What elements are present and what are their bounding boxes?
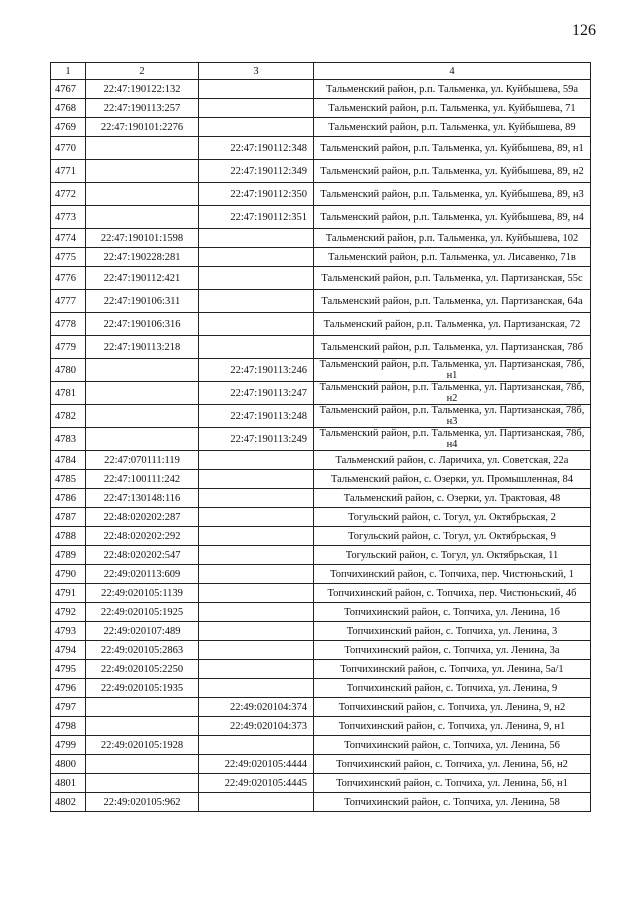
address-cell: Тогульский район, с. Тогул, ул. Октябрьская, 9: [314, 527, 591, 546]
table-row: [51, 755, 591, 774]
cadastral-number-col2: 22:47:190106:311: [86, 290, 199, 313]
header-col-3: 3: [199, 63, 314, 80]
row-number: 4773: [51, 206, 86, 229]
cadastral-number-col3: [199, 622, 314, 641]
cadastral-number-col3: [199, 313, 314, 336]
table-row: [51, 603, 591, 622]
cadastral-number-col3: 22:47:190113:249: [199, 428, 314, 451]
cadastral-number-col2: 22:49:020113:609: [86, 565, 199, 584]
row-number: 4792: [51, 603, 86, 622]
cadastral-number-col3: [199, 793, 314, 812]
row-number: 4800: [51, 755, 86, 774]
address-cell: Топчихинский район, с. Топчиха, ул. Ленина, 1б: [314, 603, 591, 622]
cadastral-number-col3: [199, 229, 314, 248]
address-cell: Тальменский район, р.п. Тальменка, ул. Партизанская, 78б, н4: [314, 428, 591, 451]
row-number: 4802: [51, 793, 86, 812]
address-cell: Тогульский район, с. Тогул, ул. Октябрьская, 11: [314, 546, 591, 565]
cadastral-number-col2: 22:47:100111:242: [86, 470, 199, 489]
table-header-row: [51, 63, 591, 80]
header-col-1: 1: [51, 63, 86, 80]
table-row: [51, 118, 591, 137]
cadastral-number-col3: [199, 99, 314, 118]
page-number: 126: [572, 22, 596, 39]
address-cell: Тальменский район, р.п. Тальменка, ул. Куйбышева, 89, н4: [314, 206, 591, 229]
cadastral-number-col2: 22:47:190101:2276: [86, 118, 199, 137]
row-number: 4793: [51, 622, 86, 641]
cadastral-number-col2: 22:49:020105:2250: [86, 660, 199, 679]
row-number: 4776: [51, 267, 86, 290]
table-row: [51, 382, 591, 405]
address-cell: Тальменский район, р.п. Тальменка, ул. Куйбышева, 102: [314, 229, 591, 248]
cadastral-number-col3: [199, 267, 314, 290]
cadastral-number-col2: 22:48:020202:547: [86, 546, 199, 565]
cadastral-number-col2: [86, 206, 199, 229]
cadastral-number-col3: 22:47:190113:246: [199, 359, 314, 382]
table-row: [51, 160, 591, 183]
cadastral-number-col2: 22:49:020105:1935: [86, 679, 199, 698]
cadastral-number-col3: [199, 565, 314, 584]
cadastral-number-col3: [199, 118, 314, 137]
cadastral-number-col2: 22:47:190228:281: [86, 248, 199, 267]
row-number: 4769: [51, 118, 86, 137]
table-row: [51, 698, 591, 717]
row-number: 4775: [51, 248, 86, 267]
table-row: [51, 80, 591, 99]
row-number: 4782: [51, 405, 86, 428]
row-number: 4777: [51, 290, 86, 313]
row-number: 4786: [51, 489, 86, 508]
table-row: [51, 451, 591, 470]
table-row: [51, 641, 591, 660]
table-row: [51, 774, 591, 793]
address-cell: Тальменский район, р.п. Тальменка, ул. Партизанская, 72: [314, 313, 591, 336]
cadastral-number-col2: 22:49:020105:1928: [86, 736, 199, 755]
table-row: [51, 206, 591, 229]
cadastral-number-col2: [86, 160, 199, 183]
row-number: 4790: [51, 565, 86, 584]
address-cell: Тальменский район, р.п. Тальменка, ул. Партизанская, 78б, н3: [314, 405, 591, 428]
cadastral-number-col3: [199, 470, 314, 489]
table-row: [51, 470, 591, 489]
row-number: 4799: [51, 736, 86, 755]
cadastral-number-col2: 22:47:070111:119: [86, 451, 199, 470]
table-row: [51, 267, 591, 290]
row-number: 4796: [51, 679, 86, 698]
table-row: [51, 565, 591, 584]
cadastral-number-col2: 22:49:020105:1925: [86, 603, 199, 622]
cadastral-number-col3: [199, 489, 314, 508]
cadastral-number-col2: 22:48:020202:292: [86, 527, 199, 546]
cadastral-number-col2: 22:49:020105:1139: [86, 584, 199, 603]
cadastral-number-col3: 22:47:190113:247: [199, 382, 314, 405]
cadastral-number-col3: 22:49:020105:4445: [199, 774, 314, 793]
table-row: [51, 489, 591, 508]
table-row: [51, 508, 591, 527]
table-row: [51, 99, 591, 118]
address-cell: Топчихинский район, с. Топчиха, ул. Ленина, 56: [314, 736, 591, 755]
cadastral-number-col2: 22:47:130148:116: [86, 489, 199, 508]
address-cell: Тальменский район, с. Ларичиха, ул. Советская, 22а: [314, 451, 591, 470]
cadastral-number-col3: [199, 603, 314, 622]
cadastral-number-col3: [199, 336, 314, 359]
cadastral-number-col2: 22:47:190106:316: [86, 313, 199, 336]
cadastral-number-col3: [199, 736, 314, 755]
row-number: 4772: [51, 183, 86, 206]
address-cell: Топчихинский район, с. Топчиха, ул. Ленина, 9: [314, 679, 591, 698]
cadastral-number-col3: 22:49:020105:4444: [199, 755, 314, 774]
cadastral-number-col3: [199, 451, 314, 470]
address-cell: Тальменский район, р.п. Тальменка, ул. Куйбышева, 89: [314, 118, 591, 137]
property-table: [50, 62, 591, 812]
row-number: 4794: [51, 641, 86, 660]
cadastral-number-col2: [86, 359, 199, 382]
address-cell: Топчихинский район, с. Топчиха, ул. Ленина, 9, н2: [314, 698, 591, 717]
table-row: [51, 137, 591, 160]
cadastral-number-col2: [86, 774, 199, 793]
row-number: 4784: [51, 451, 86, 470]
cadastral-number-col2: [86, 428, 199, 451]
cadastral-number-col2: [86, 382, 199, 405]
row-number: 4801: [51, 774, 86, 793]
address-cell: Тальменский район, р.п. Тальменка, ул. Партизанская, 78б, н2: [314, 382, 591, 405]
row-number: 4778: [51, 313, 86, 336]
row-number: 4779: [51, 336, 86, 359]
address-cell: Топчихинский район, с. Топчиха, пер. Чистюньский, 1: [314, 565, 591, 584]
table-row: [51, 736, 591, 755]
address-cell: Тогульский район, с. Тогул, ул. Октябрьская, 2: [314, 508, 591, 527]
cadastral-number-col2: 22:49:020105:962: [86, 793, 199, 812]
cadastral-number-col3: [199, 660, 314, 679]
row-number: 4795: [51, 660, 86, 679]
cadastral-number-col2: 22:49:020105:2863: [86, 641, 199, 660]
table-row: [51, 622, 591, 641]
cadastral-number-col2: [86, 717, 199, 736]
cadastral-number-col3: [199, 584, 314, 603]
row-number: 4768: [51, 99, 86, 118]
row-number: 4791: [51, 584, 86, 603]
cadastral-number-col3: [199, 80, 314, 99]
table-row: [51, 428, 591, 451]
table-row: [51, 679, 591, 698]
address-cell: Топчихинский район, с. Топчиха, ул. Ленина, 3: [314, 622, 591, 641]
cadastral-number-col2: [86, 183, 199, 206]
row-number: 4788: [51, 527, 86, 546]
row-number: 4781: [51, 382, 86, 405]
address-cell: Тальменский район, р.п. Тальменка, ул. Куйбышева, 89, н3: [314, 183, 591, 206]
cadastral-number-col3: [199, 546, 314, 565]
header-col-2: 2: [86, 63, 199, 80]
cadastral-number-col3: 22:47:190113:248: [199, 405, 314, 428]
cadastral-number-col2: 22:47:190113:218: [86, 336, 199, 359]
row-number: 4774: [51, 229, 86, 248]
address-cell: Тальменский район, р.п. Тальменка, ул. Куйбышева, 59а: [314, 80, 591, 99]
cadastral-number-col2: [86, 405, 199, 428]
cadastral-number-col3: 22:47:190112:351: [199, 206, 314, 229]
table-row: [51, 248, 591, 267]
row-number: 4767: [51, 80, 86, 99]
cadastral-number-col3: [199, 679, 314, 698]
row-number: 4780: [51, 359, 86, 382]
address-cell: Топчихинский район, с. Топчиха, ул. Ленина, 9, н1: [314, 717, 591, 736]
address-cell: Топчихинский район, с. Топчиха, ул. Ленина, 56, н2: [314, 755, 591, 774]
row-number: 4787: [51, 508, 86, 527]
row-number: 4785: [51, 470, 86, 489]
cadastral-number-col3: 22:49:020104:373: [199, 717, 314, 736]
cadastral-number-col3: [199, 527, 314, 546]
address-cell: Тальменский район, с. Озерки, ул. Промышленная, 84: [314, 470, 591, 489]
address-cell: Тальменский район, р.п. Тальменка, ул. Куйбышева, 89, н1: [314, 137, 591, 160]
address-cell: Тальменский район, р.п. Тальменка, ул. Лисавенко, 71в: [314, 248, 591, 267]
row-number: 4783: [51, 428, 86, 451]
row-number: 4797: [51, 698, 86, 717]
table-row: [51, 793, 591, 812]
row-number: 4770: [51, 137, 86, 160]
table-row: [51, 183, 591, 206]
table-row: [51, 359, 591, 382]
address-cell: Тальменский район, р.п. Тальменка, ул. Куйбышева, 71: [314, 99, 591, 118]
cadastral-number-col3: 22:47:190112:350: [199, 183, 314, 206]
row-number: 4798: [51, 717, 86, 736]
cadastral-number-col2: 22:49:020107:489: [86, 622, 199, 641]
cadastral-number-col2: [86, 137, 199, 160]
table-row: [51, 527, 591, 546]
cadastral-number-col2: 22:47:190101:1598: [86, 229, 199, 248]
table-row: [51, 584, 591, 603]
cadastral-number-col2: 22:47:190113:257: [86, 99, 199, 118]
address-cell: Топчихинский район, с. Топчиха, пер. Чистюньский, 4б: [314, 584, 591, 603]
cadastral-number-col2: 22:47:190112:421: [86, 267, 199, 290]
table-row: [51, 717, 591, 736]
address-cell: Тальменский район, р.п. Тальменка, ул. Партизанская, 55с: [314, 267, 591, 290]
table-row: [51, 336, 591, 359]
cadastral-number-col3: 22:47:190112:349: [199, 160, 314, 183]
address-cell: Тальменский район, р.п. Тальменка, ул. Куйбышева, 89, н2: [314, 160, 591, 183]
row-number: 4771: [51, 160, 86, 183]
header-col-4: 4: [314, 63, 591, 80]
cadastral-number-col3: [199, 508, 314, 527]
table-row: [51, 313, 591, 336]
address-cell: Тальменский район, р.п. Тальменка, ул. Партизанская, 78б, н1: [314, 359, 591, 382]
cadastral-number-col2: [86, 755, 199, 774]
cadastral-number-col3: [199, 248, 314, 267]
address-cell: Топчихинский район, с. Топчиха, ул. Ленина, 56, н1: [314, 774, 591, 793]
cadastral-number-col3: [199, 290, 314, 313]
cadastral-number-col3: [199, 641, 314, 660]
table-row: [51, 405, 591, 428]
address-cell: Топчихинский район, с. Топчиха, ул. Ленина, 58: [314, 793, 591, 812]
cadastral-number-col2: 22:48:020202:287: [86, 508, 199, 527]
table-row: [51, 290, 591, 313]
address-cell: Тальменский район, с. Озерки, ул. Трактовая, 48: [314, 489, 591, 508]
table-row: [51, 229, 591, 248]
table-row: [51, 660, 591, 679]
address-cell: Тальменский район, р.п. Тальменка, ул. Партизанская, 64а: [314, 290, 591, 313]
cadastral-number-col3: 22:49:020104:374: [199, 698, 314, 717]
address-cell: Топчихинский район, с. Топчиха, ул. Ленина, 5а/1: [314, 660, 591, 679]
address-cell: Тальменский район, р.п. Тальменка, ул. Партизанская, 78б: [314, 336, 591, 359]
cadastral-number-col2: 22:47:190122:132: [86, 80, 199, 99]
row-number: 4789: [51, 546, 86, 565]
cadastral-number-col3: 22:47:190112:348: [199, 137, 314, 160]
table-row: [51, 546, 591, 565]
address-cell: Топчихинский район, с. Топчиха, ул. Ленина, 3а: [314, 641, 591, 660]
cadastral-number-col2: [86, 698, 199, 717]
